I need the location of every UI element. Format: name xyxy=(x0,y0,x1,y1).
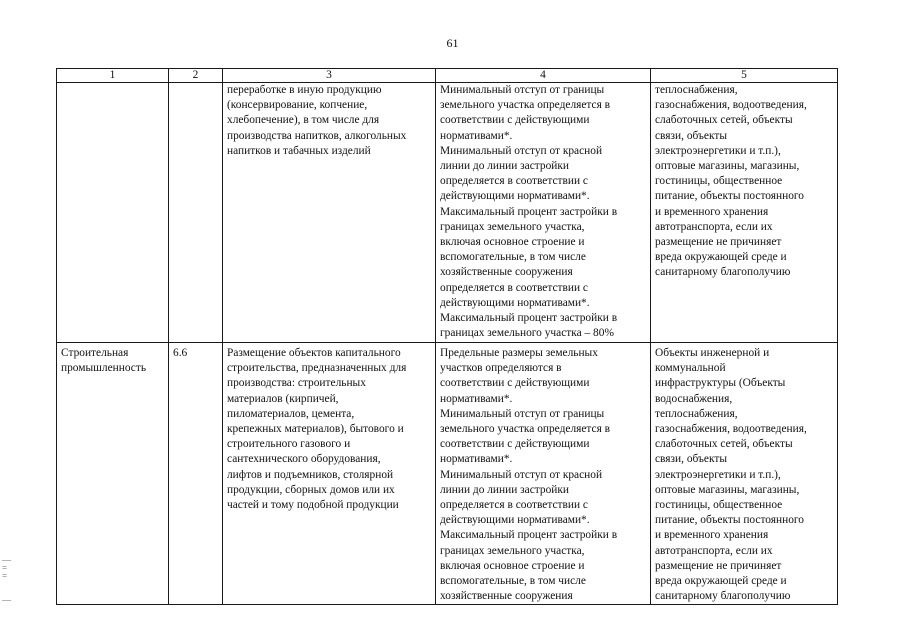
text-line: связи, объекты xyxy=(655,453,727,466)
text-line: хлебопечение), в том числе для xyxy=(227,114,380,127)
text-line: теплоснабжения, xyxy=(655,84,738,96)
text-line: автотранспорта, если их xyxy=(655,220,773,233)
text-line: Минимальный отступ от границы xyxy=(440,84,605,96)
table-header-row xyxy=(57,69,838,83)
description-cell xyxy=(223,83,436,343)
text-line: соответствии с действующими xyxy=(440,438,590,451)
text-line: производства напитков, алкогольных xyxy=(227,129,407,142)
text-line: Минимальный отступ от границы xyxy=(440,407,605,420)
text-line: размещение не причиняет xyxy=(655,236,782,249)
text-line: вспомогательные, в том числе xyxy=(440,251,586,264)
description-cell xyxy=(223,343,436,605)
text-line: определяется в соответствии с xyxy=(440,175,588,188)
code-cell: 6.6 xyxy=(169,343,223,605)
text-line: включая основное строение и xyxy=(440,559,585,572)
text-line: теплоснабжения, xyxy=(655,407,738,420)
text-line: санитарному благополучию xyxy=(655,590,791,603)
text-line: строительного газового и xyxy=(227,438,351,451)
text-line: пиломатериалов, цемента, xyxy=(227,407,355,420)
text-line: Объекты инженерной и xyxy=(655,347,770,359)
text-line: определяется в соответствии с xyxy=(440,499,588,512)
text-line: вреда окружающей среде и xyxy=(655,575,787,588)
text-line: размещение не причиняет xyxy=(655,559,782,572)
text-line: участков определяются в xyxy=(440,362,562,375)
text-line: хозяйственные сооружения xyxy=(440,266,573,279)
table-row xyxy=(57,343,838,605)
code-cell xyxy=(169,83,223,343)
text-line: границах земельного участка – 80% xyxy=(440,327,614,340)
text-line: Максимальный процент застройки в xyxy=(440,205,618,218)
text-line: слаботочных сетей, объекты xyxy=(655,114,793,127)
text-line: Размещение объектов капитального xyxy=(227,347,401,359)
text-line: санитарному благополучию xyxy=(655,266,791,279)
text-line: материалов (кирпичей, xyxy=(227,392,339,405)
text-line: оптовые магазины, магазины, xyxy=(655,160,800,173)
text-line: земельного участка определяется в xyxy=(440,99,611,112)
text-line: электроэнергетики и т.п.), xyxy=(655,144,781,157)
auxiliary-uses-cell xyxy=(651,83,838,343)
text-line: гостиницы, общественное xyxy=(655,499,783,512)
text-line: напитков и табачных изделий xyxy=(227,144,371,157)
text-line: питание, объекты постоянного xyxy=(655,514,804,527)
text-line: (консервирование, копчение, xyxy=(227,99,368,112)
text-line: автотранспорта, если их xyxy=(655,544,773,557)
text-line: оптовые магазины, магазины, xyxy=(655,483,800,496)
column-header: 4 xyxy=(436,69,651,83)
text-line: хозяйственные сооружения xyxy=(440,590,573,603)
text-line: линии до линии застройки xyxy=(440,160,570,173)
text-line: сантехнического оборудования, xyxy=(227,453,381,466)
text-line: крепежных материалов), бытового и xyxy=(227,423,404,436)
text-line: питание, объекты постоянного xyxy=(655,190,804,203)
table-row xyxy=(57,83,838,343)
text-line: нормативами*. xyxy=(440,392,513,405)
column-header: 5 xyxy=(651,69,838,83)
text-line: продукции, сборных домов или их xyxy=(227,483,395,496)
text-line: Минимальный отступ от красной xyxy=(440,468,603,481)
text-line: Предельные размеры земельных xyxy=(440,347,598,359)
text-line: Максимальный процент застройки в xyxy=(440,312,618,325)
page-number: 61 xyxy=(446,36,459,50)
text-line: соответствии с действующими xyxy=(440,114,590,127)
text-line: действующими нормативами*. xyxy=(440,296,590,309)
text-line: нормативами*. xyxy=(440,129,513,142)
text-line: границах земельного участка, xyxy=(440,220,585,233)
parameters-cell xyxy=(436,343,651,605)
text-line: газоснабжения, водоотведения, xyxy=(655,99,807,112)
text-line: действующими нормативами*. xyxy=(440,514,590,527)
column-header: 3 xyxy=(223,69,436,83)
text-line: Строительная xyxy=(61,347,129,359)
text-line: переработке в иную продукцию xyxy=(227,84,382,96)
use-type-cell xyxy=(57,83,169,343)
text-line: частей и тому подобной продукции xyxy=(227,499,399,512)
parameters-cell xyxy=(436,83,651,343)
use-type-cell xyxy=(57,343,169,605)
column-header: 1 xyxy=(57,69,169,83)
text-line: производства: строительных xyxy=(227,377,366,390)
text-line: границах земельного участка, xyxy=(440,544,585,557)
zoning-table xyxy=(56,68,838,605)
text-line: определяется в соответствии с xyxy=(440,281,588,294)
text-line: коммунальной xyxy=(655,362,726,375)
text-line: лифтов и подъемников, столярной xyxy=(227,468,394,481)
text-line: действующими нормативами*. xyxy=(440,190,590,203)
text-line: связи, объекты xyxy=(655,129,727,142)
text-line: водоснабжения, xyxy=(655,392,733,405)
text-line: Минимальный отступ от красной xyxy=(440,144,603,157)
text-line: вспомогательные, в том числе xyxy=(440,575,586,588)
text-line: нормативами*. xyxy=(440,453,513,466)
text-line: Максимальный процент застройки в xyxy=(440,529,618,542)
text-line: промышленность xyxy=(61,362,147,375)
text-line: газоснабжения, водоотведения, xyxy=(655,423,807,436)
text-line: слаботочных сетей, объекты xyxy=(655,438,793,451)
text-line: и временного хранения xyxy=(655,529,769,542)
text-line: соответствии с действующими xyxy=(440,377,590,390)
text-line: строительства, предназначенных для xyxy=(227,362,407,375)
text-line: и временного хранения xyxy=(655,205,769,218)
text-line: инфраструктуры (Объекты xyxy=(655,377,786,390)
text-line: линии до линии застройки xyxy=(440,483,570,496)
auxiliary-uses-cell xyxy=(651,343,838,605)
scan-edge-marks: — = = — xyxy=(2,555,11,605)
text-line: земельного участка определяется в xyxy=(440,423,611,436)
text-line: вреда окружающей среде и xyxy=(655,251,787,264)
column-header: 2 xyxy=(169,69,223,83)
text-line: гостиницы, общественное xyxy=(655,175,783,188)
text-line: электроэнергетики и т.п.), xyxy=(655,468,781,481)
text-line: включая основное строение и xyxy=(440,236,585,249)
